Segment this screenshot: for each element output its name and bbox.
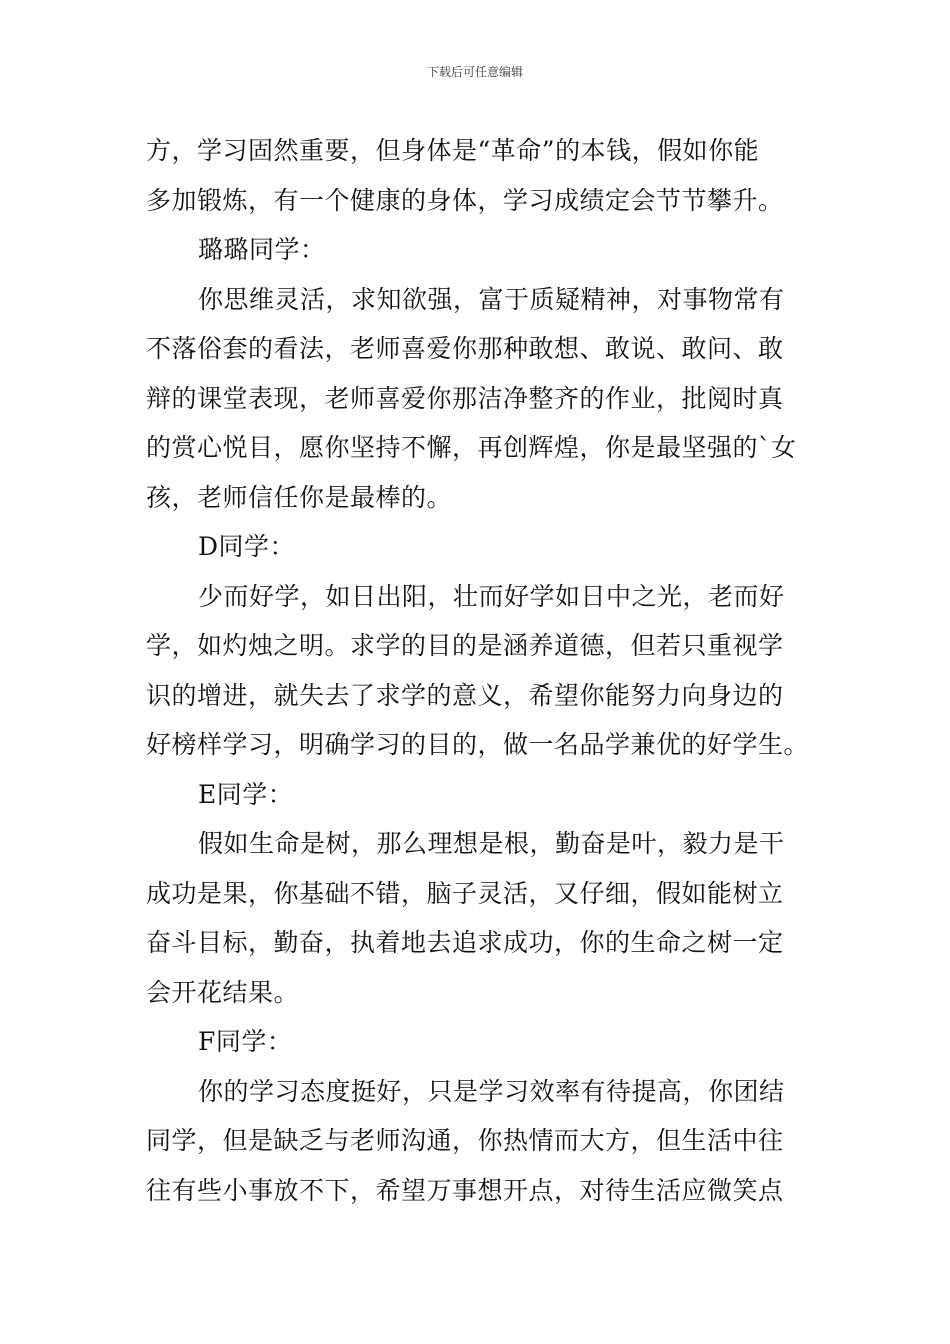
paragraph bbox=[146, 1067, 810, 1216]
text-line: D同学： bbox=[198, 532, 296, 561]
section-heading bbox=[146, 770, 810, 820]
text-line: 你思维灵活，求知欲强，富于质疑精神，对事物常有 bbox=[198, 284, 785, 314]
paragraph bbox=[146, 275, 810, 523]
text-line: 方，学习固然重要，但身体是“革命”的本钱，假如你能 bbox=[146, 136, 760, 165]
text-line: 的赏心悦目，愿你坚持不懈，再创辉煌，你是最坚强的`女 bbox=[146, 433, 797, 462]
text-line: 孩，老师信任你是最棒的。 bbox=[146, 482, 453, 512]
section-heading bbox=[146, 1017, 810, 1067]
text-line: 璐璐同学： bbox=[198, 235, 326, 264]
text-line: E同学： bbox=[198, 779, 294, 809]
text-line: 学，如灼烛之明。求学的目的是涵养道德，但若只重视学 bbox=[146, 631, 784, 660]
text-line: F同学： bbox=[198, 1027, 293, 1056]
page-header: 下载后可任意编辑 bbox=[426, 65, 523, 79]
paragraph bbox=[146, 819, 810, 1017]
text-line: 识的增进，就失去了求学的意义，希望你能努力向身边的 bbox=[146, 680, 784, 710]
text-line: 你的学习态度挺好，只是学习效率有待提高，你团结 bbox=[198, 1076, 785, 1106]
text-line: 好榜样学习，明确学习的目的，做一名品学兼优的好学生。 bbox=[146, 730, 810, 759]
text-line: 奋斗目标，勤奋，执着地去追求成功，你的生命之树一定 bbox=[146, 928, 784, 957]
text-line: 不落俗套的看法，老师喜爱你那种敢想、敢说、敢问、敢 bbox=[146, 334, 784, 363]
section-heading bbox=[146, 225, 810, 275]
text-line: 辩的课堂表现，老师喜爱你那洁净整齐的作业，批阅时真 bbox=[146, 383, 784, 413]
text-line: 同学，但是缺乏与老师沟通，你热情而大方，但生活中往 bbox=[146, 1126, 784, 1155]
text-line: 成功是果，你基础不错，脑子灵活，又仔细，假如能树立 bbox=[146, 878, 784, 908]
text-line: 往有些小事放不下，希望万事想开点，对待生活应微笑点 bbox=[146, 1175, 784, 1205]
paragraph bbox=[146, 126, 810, 225]
text-line: 假如生命是树，那么理想是根，勤奋是叶，毅力是干 bbox=[198, 829, 785, 858]
text-line: 多加锻炼，有一个健康的身体，学习成绩定会节节攀升。 bbox=[146, 185, 784, 215]
paragraph bbox=[146, 572, 810, 770]
section-heading bbox=[146, 522, 810, 572]
document-body bbox=[146, 126, 810, 1215]
text-line: 少而好学，如日出阳，壮而好学如日中之光，老而好 bbox=[198, 581, 785, 611]
text-line: 会开花结果。 bbox=[146, 977, 300, 1007]
